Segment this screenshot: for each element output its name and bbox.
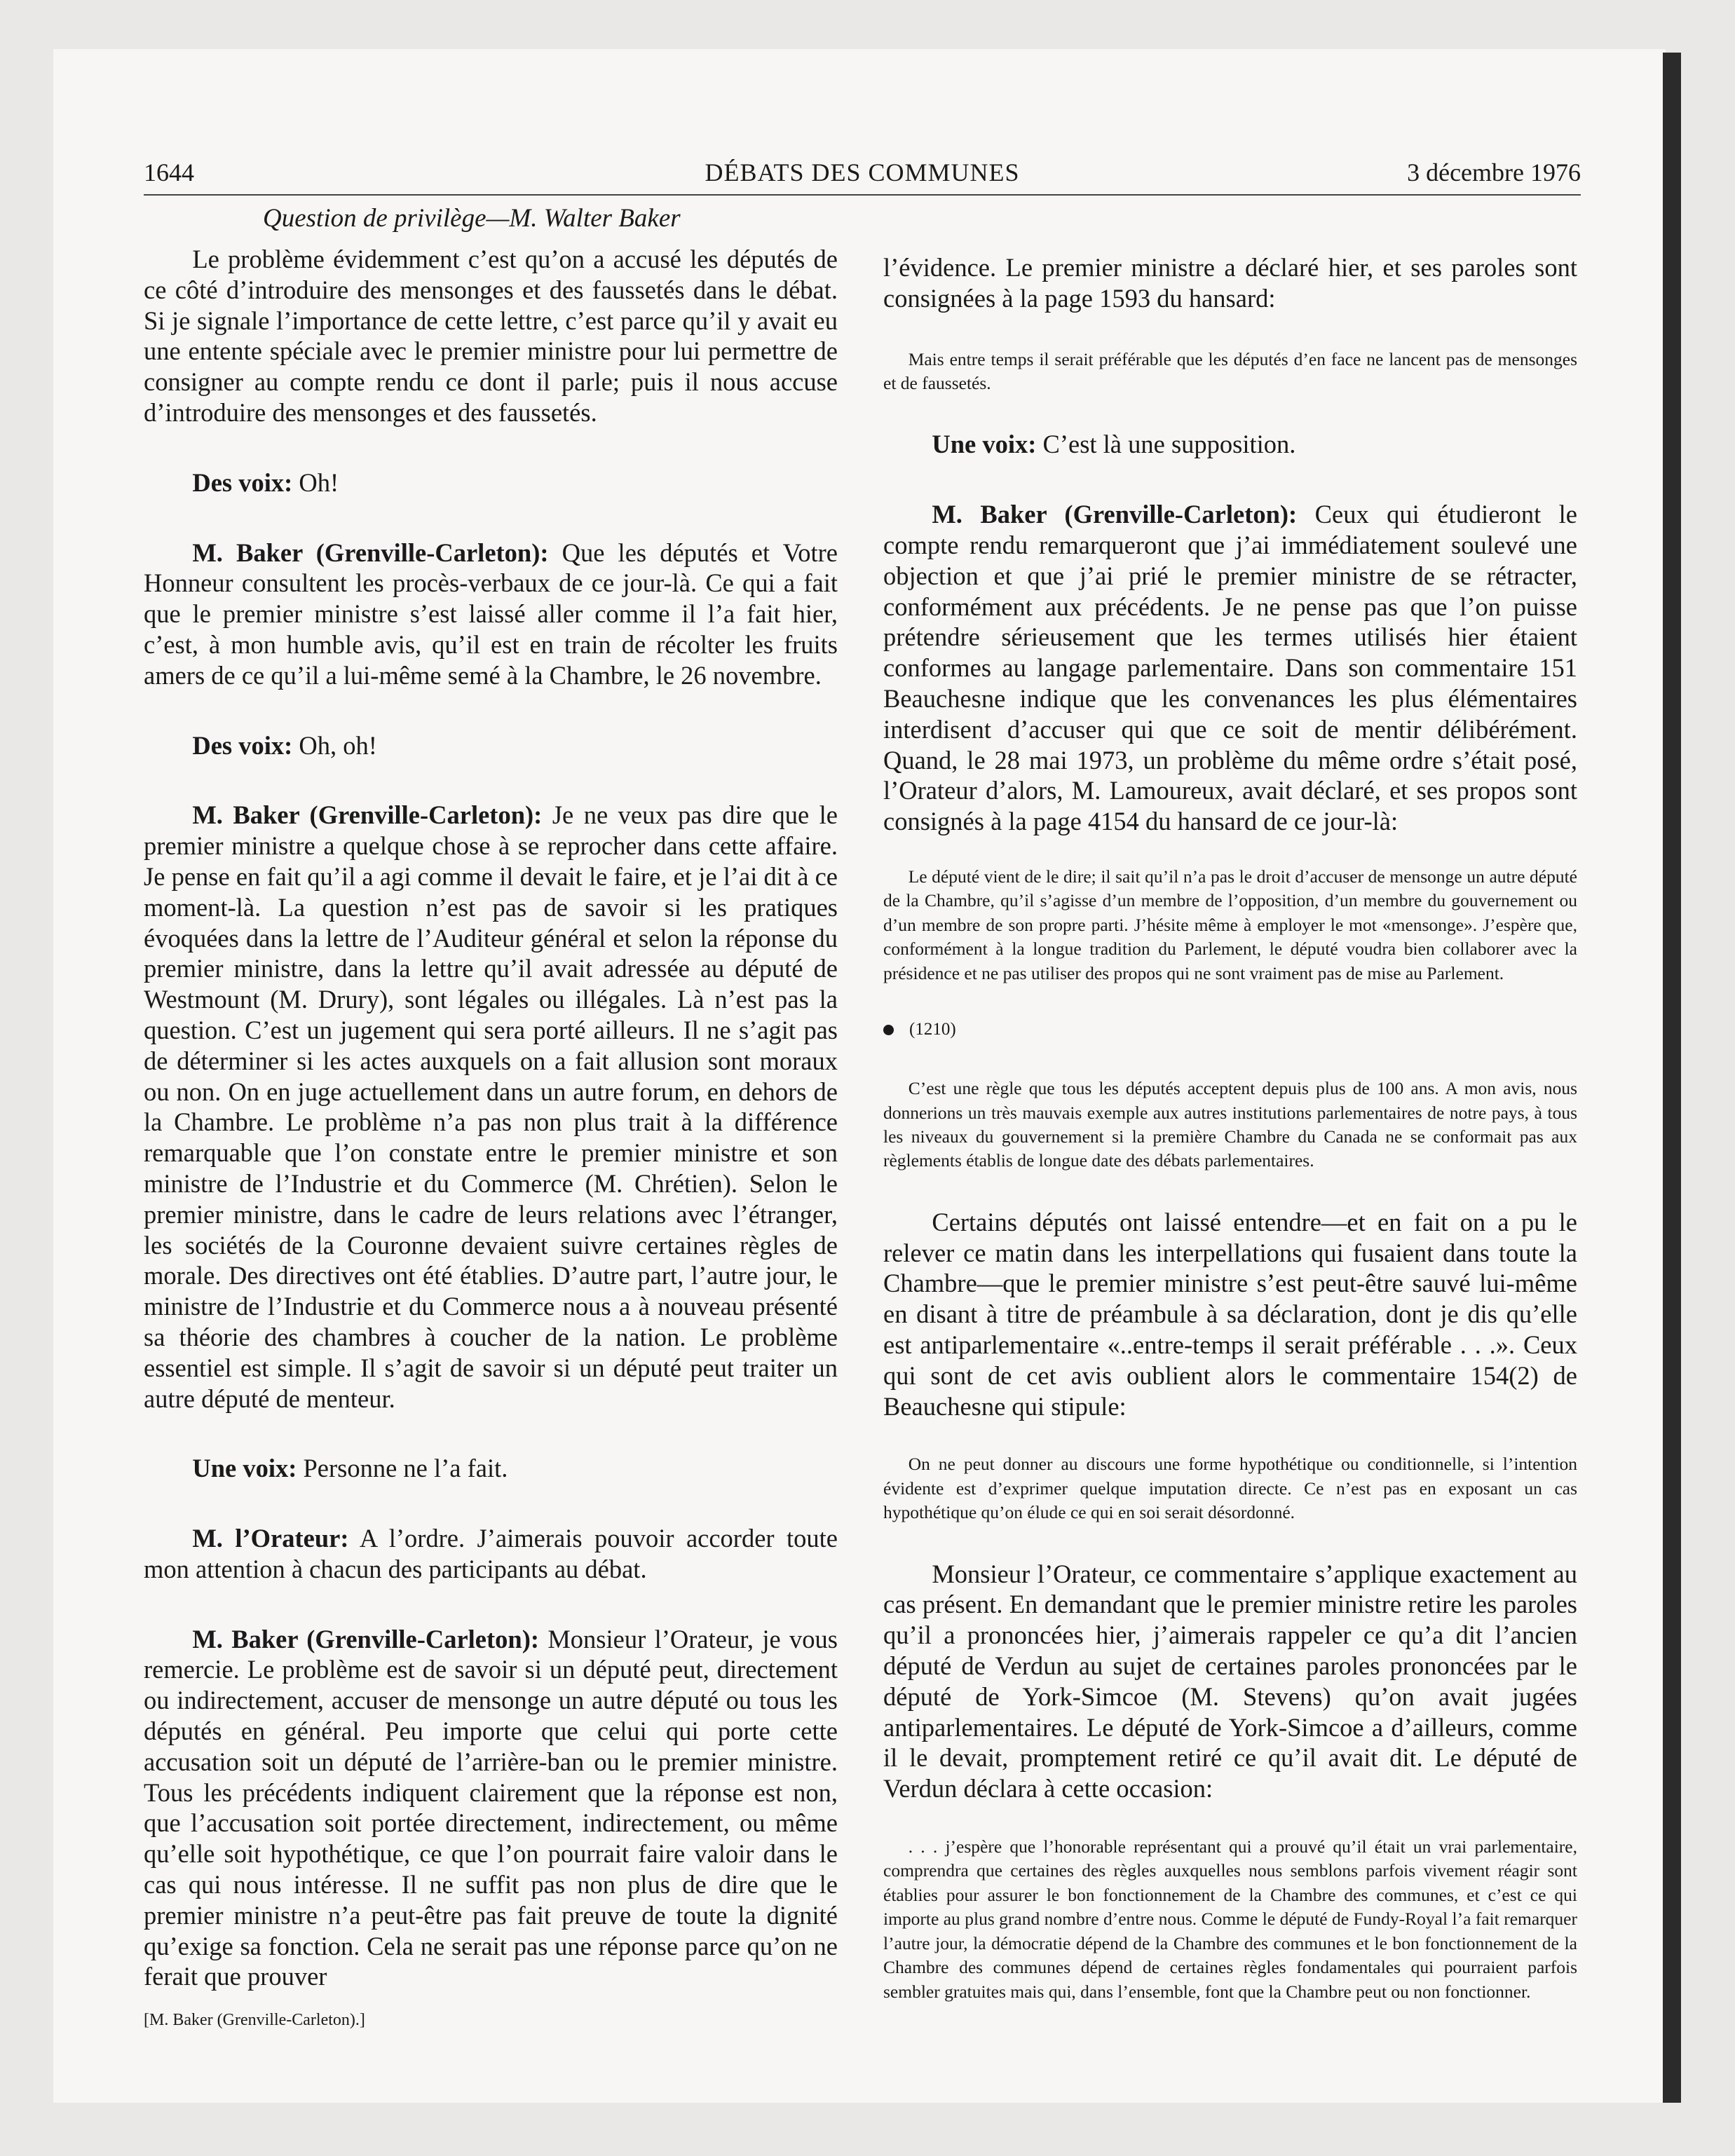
quotation: Le député vient de le dire; il sait qu’il n’a pas le droit d’accuser de mensonge un autre député de la Chambre, qu’il s’agisse d’un membre de l’opposition, d’un membre du gouvernement ou d’un membre de son propre parti. J’hésite même à employer le mot «mensonge». J’espère que, conformément à la longue tradition du Parlement, le député voudra bien collaborer avec la présidence et ne pas utiliser des propos qui ne sont vraiment pas de mise au Parlement. (883, 866, 1577, 983)
paragraph: Le problème évidemment c’est qu’on a accusé les députés de ce côté d’introduire des mensonges et des faussetés dans le débat. Si je signale l’importance de cette lettre, c’est parce qu’il y avait eu une entente spéciale avec le premier ministre pour lui permettre de consigner au compte rendu ce dont il parle; puis il nous accuse d’introduire des mensonges et des faussetés. (144, 245, 838, 427)
speech-text: Ceux qui étudieront le compte rendu remarqueront que j’ai immédiatement soulevé une objection et que j’ai prié le premier ministre de se rétracter, conformément aux précédents. Je ne pense pas que l’on puisse prétendre sérieusement que les termes utilisés hier étaient conformes au langage parlementaire. Dans son commentaire 151 Beauchesne indique que les convenances les plus élémentaires interdisent d’accuser qui que ce soit de mentir délibérément. Quand, le 28 mai 1973, un problème du même ordre s’était posé, l’Orateur d’alors, M. Lamoureux, avait déclaré, et ses propos sont consignés à la page 4154 du hansard de ce jour-là: (883, 500, 1577, 836)
bullet-icon (883, 1025, 894, 1035)
speech (883, 499, 1577, 837)
speaker-name: Une voix: (932, 430, 1037, 459)
quotation: C’est une règle que tous les députés acceptent depuis plus de 100 ans. A mon avis, nous donnerions un très mauvais exemple aux autres institutions parlementaires de notre pays, à tous les niveaux du gouvernement si la première Chambre du Canada ne se conformait pas aux règlements établis de longue date des débats parlementaires. (883, 1078, 1577, 1171)
running-head: Question de privilège—M. Walter Baker (263, 204, 681, 233)
quotation: On ne peut donner au discours une forme hypothétique ou conditionnelle, si l’intention évidente est d’exprimer quelque imputation directe. Ce n’est pas en exposant un cas hypothétique qu’on élude ce qui en soi serait désordonné. (883, 1454, 1577, 1523)
speech (144, 1624, 838, 1993)
quotation: Mais entre temps il serait préférable que les députés d’en face ne lancent pas de mensonges et de faussetés. (883, 348, 1577, 394)
page-date: 3 décembre 1976 (1407, 158, 1581, 186)
speaker-name: Des voix: (192, 468, 293, 497)
speech (144, 468, 838, 498)
speaker-name: M. Baker (Grenville-Carleton): (192, 1624, 540, 1653)
speech (144, 538, 838, 691)
speech-text: A l’ordre. J’aimerais pouvoir accorder toute mon attention à chacun des participants au débat. (144, 1524, 838, 1583)
speech (144, 1453, 838, 1484)
speaker-name: Une voix: (192, 1454, 297, 1483)
speech-text: Je ne veux pas dire que le premier ministre a quelque chose à se reprocher dans cette affaire. Je pense en fait qu’il a agi comme il devait le faire, et je l’ai dit à ce moment-là. La question n’est pas de savoir si les pratiques évoquées dans la lettre de l’Auditeur général et selon la réponse du premier ministre, dans la lettre qu’il avait adressée au député de Westmount (M. Drury), sont légales ou illégales. Là n’est pas la question. C’est un jugement qui sera porté ailleurs. Il ne s’agit pas de déterminer si les actes auxquels on a fait allusion sont moraux ou non. On en juge actuellement dans un autre forum, en dehors de la Chambre. Le problème n’a pas non plus trait à la différence remarquable que l’on constate entre le premier ministre et son ministre de l’Industrie et du Commerce (M. Chrétien). Selon le premier ministre, dans le cadre de leurs relations avec l’étranger, les sociétés de la Couronne devaient suivre certaines règles de morale. Des directives ont été établies. D’autre part, l’autre jour, le ministre de l’Industrie et du Commerce nous a à nouveau présenté sa théorie des chambres à coucher de la nation. Le problème essentiel est simple. Il s’agit de savoir si un député peut traiter un autre député de menteur. (144, 800, 838, 1413)
right-column (883, 252, 1577, 2038)
publication-title: DÉBATS DES COMMUNES (705, 158, 1020, 186)
speaker-name: M. Baker (Grenville-Carleton): (932, 500, 1298, 529)
speaker-name: M. Baker (Grenville-Carleton): (192, 538, 549, 567)
speaker-name: M. Baker (Grenville-Carleton): (192, 800, 543, 830)
left-column (144, 244, 838, 2031)
speech-text: Oh, oh! (292, 730, 377, 760)
time-marker (883, 1019, 1577, 1040)
speech-text: Que les députés et Votre Honneur consultent les procès-verbaux de ce jour-là. Ce qui a fait que le premier ministre s’est laissé aller comme il l’a fait hier, c’est, à mon humble avis, qu’il est en train de récolter les fruits amers de ce qu’il a lui-même semé à la Chambre, le 26 novembre. (144, 538, 838, 690)
speech (883, 429, 1577, 460)
page-header (144, 158, 1581, 196)
speech (144, 730, 838, 761)
speech-text: Oh! (292, 468, 339, 497)
speaker-name: Des voix: (192, 730, 293, 760)
quotation: . . . j’espère que l’honorable représentant qui a prouvé qu’il était un vrai parlementaire, comprendra que certaines des règles auxquelles nous semblons parfois vivement réagir sont établies pour assurer le bon fonctionnement de la Chambre des communes, et c’est ce qui importe au plus grand nombre d’entre nous. Comme le député de Fundy-Royal l’a fait remarquer l’autre jour, la démocratie dépend de la Chambre des communes et le bon fonctionnement de la Chambre des communes dépend de certaines règles fondamentales qui pourraient parfois sembler gratuites mais qui, dans l’ensemble, font que la Chambre peut ou non fonctionner. (883, 1836, 1577, 2002)
page-number: 1644 (144, 158, 194, 186)
continued-paragraph: l’évidence. Le premier ministre a déclaré hier, et ses paroles sont consignées à la page 1593 du hansard: (883, 253, 1577, 313)
paragraph: Monsieur l’Orateur, ce commentaire s’applique exactement au cas présent. En demandant que le premier ministre retire les paroles qu’il a prononcées hier, j’aimerais rappeler ce qu’a dit l’ancien député de Verdun au sujet de certaines paroles prononcées par le député de York-Simcoe (M. Stevens) qu’on avait jugées antiparlementaires. Le député de York-Simcoe a d’ailleurs, comme il le devait, promptement retiré ce qu’il avait dit. Le député de Verdun déclara à cette occasion: (883, 1559, 1577, 1803)
speech-text: Personne ne l’a fait. (297, 1454, 508, 1483)
speaker-footnote: [M. Baker (Grenville-Carleton).] (144, 2011, 365, 2030)
scan-edge (1663, 53, 1681, 2103)
time-marker-text: (1210) (909, 1020, 956, 1039)
speech (144, 1523, 838, 1585)
paragraph: Certains députés ont laissé entendre—et en fait on a pu le relever ce matin dans les interpellations qui fusaient dans toute la Chambre—que le premier ministre s’est peut-être sauvé lui-même en disant à titre de préambule à sa déclaration, dont je dis qu’elle est antiparlementaire «..entre-temps il serait préférable . . .». Ceux qui sont de cet avis oublient alors le commentaire 154(2) de Beauchesne qui stipule: (883, 1207, 1577, 1421)
speaker-name: M. l’Orateur: (192, 1524, 349, 1553)
speech (144, 800, 838, 1414)
speech-text: Monsieur l’Orateur, je vous remercie. Le problème est de savoir si un député peut, directement ou indirectement, accuser de mensonge un autre député ou tous les députés en général. Peu importe que celui qui porte cette accusation soit un député de l’arrière-ban ou le premier ministre. Tous les précédents indiquent clairement que la réponse est non, que l’accusation soit portée directement, indirectement, ou même qu’elle soit hypothétique, ce que l’on pourrait faire valoir dans le cas qui nous intéresse. Il ne suffit pas non plus de dire que le premier ministre n’a peut-être pas fait preuve de toute la dignité qu’exige sa fonction. Cela ne serait pas une réponse parce qu’on ne ferait que prouver (144, 1624, 838, 1991)
speech-text: C’est là une supposition. (1036, 430, 1296, 459)
